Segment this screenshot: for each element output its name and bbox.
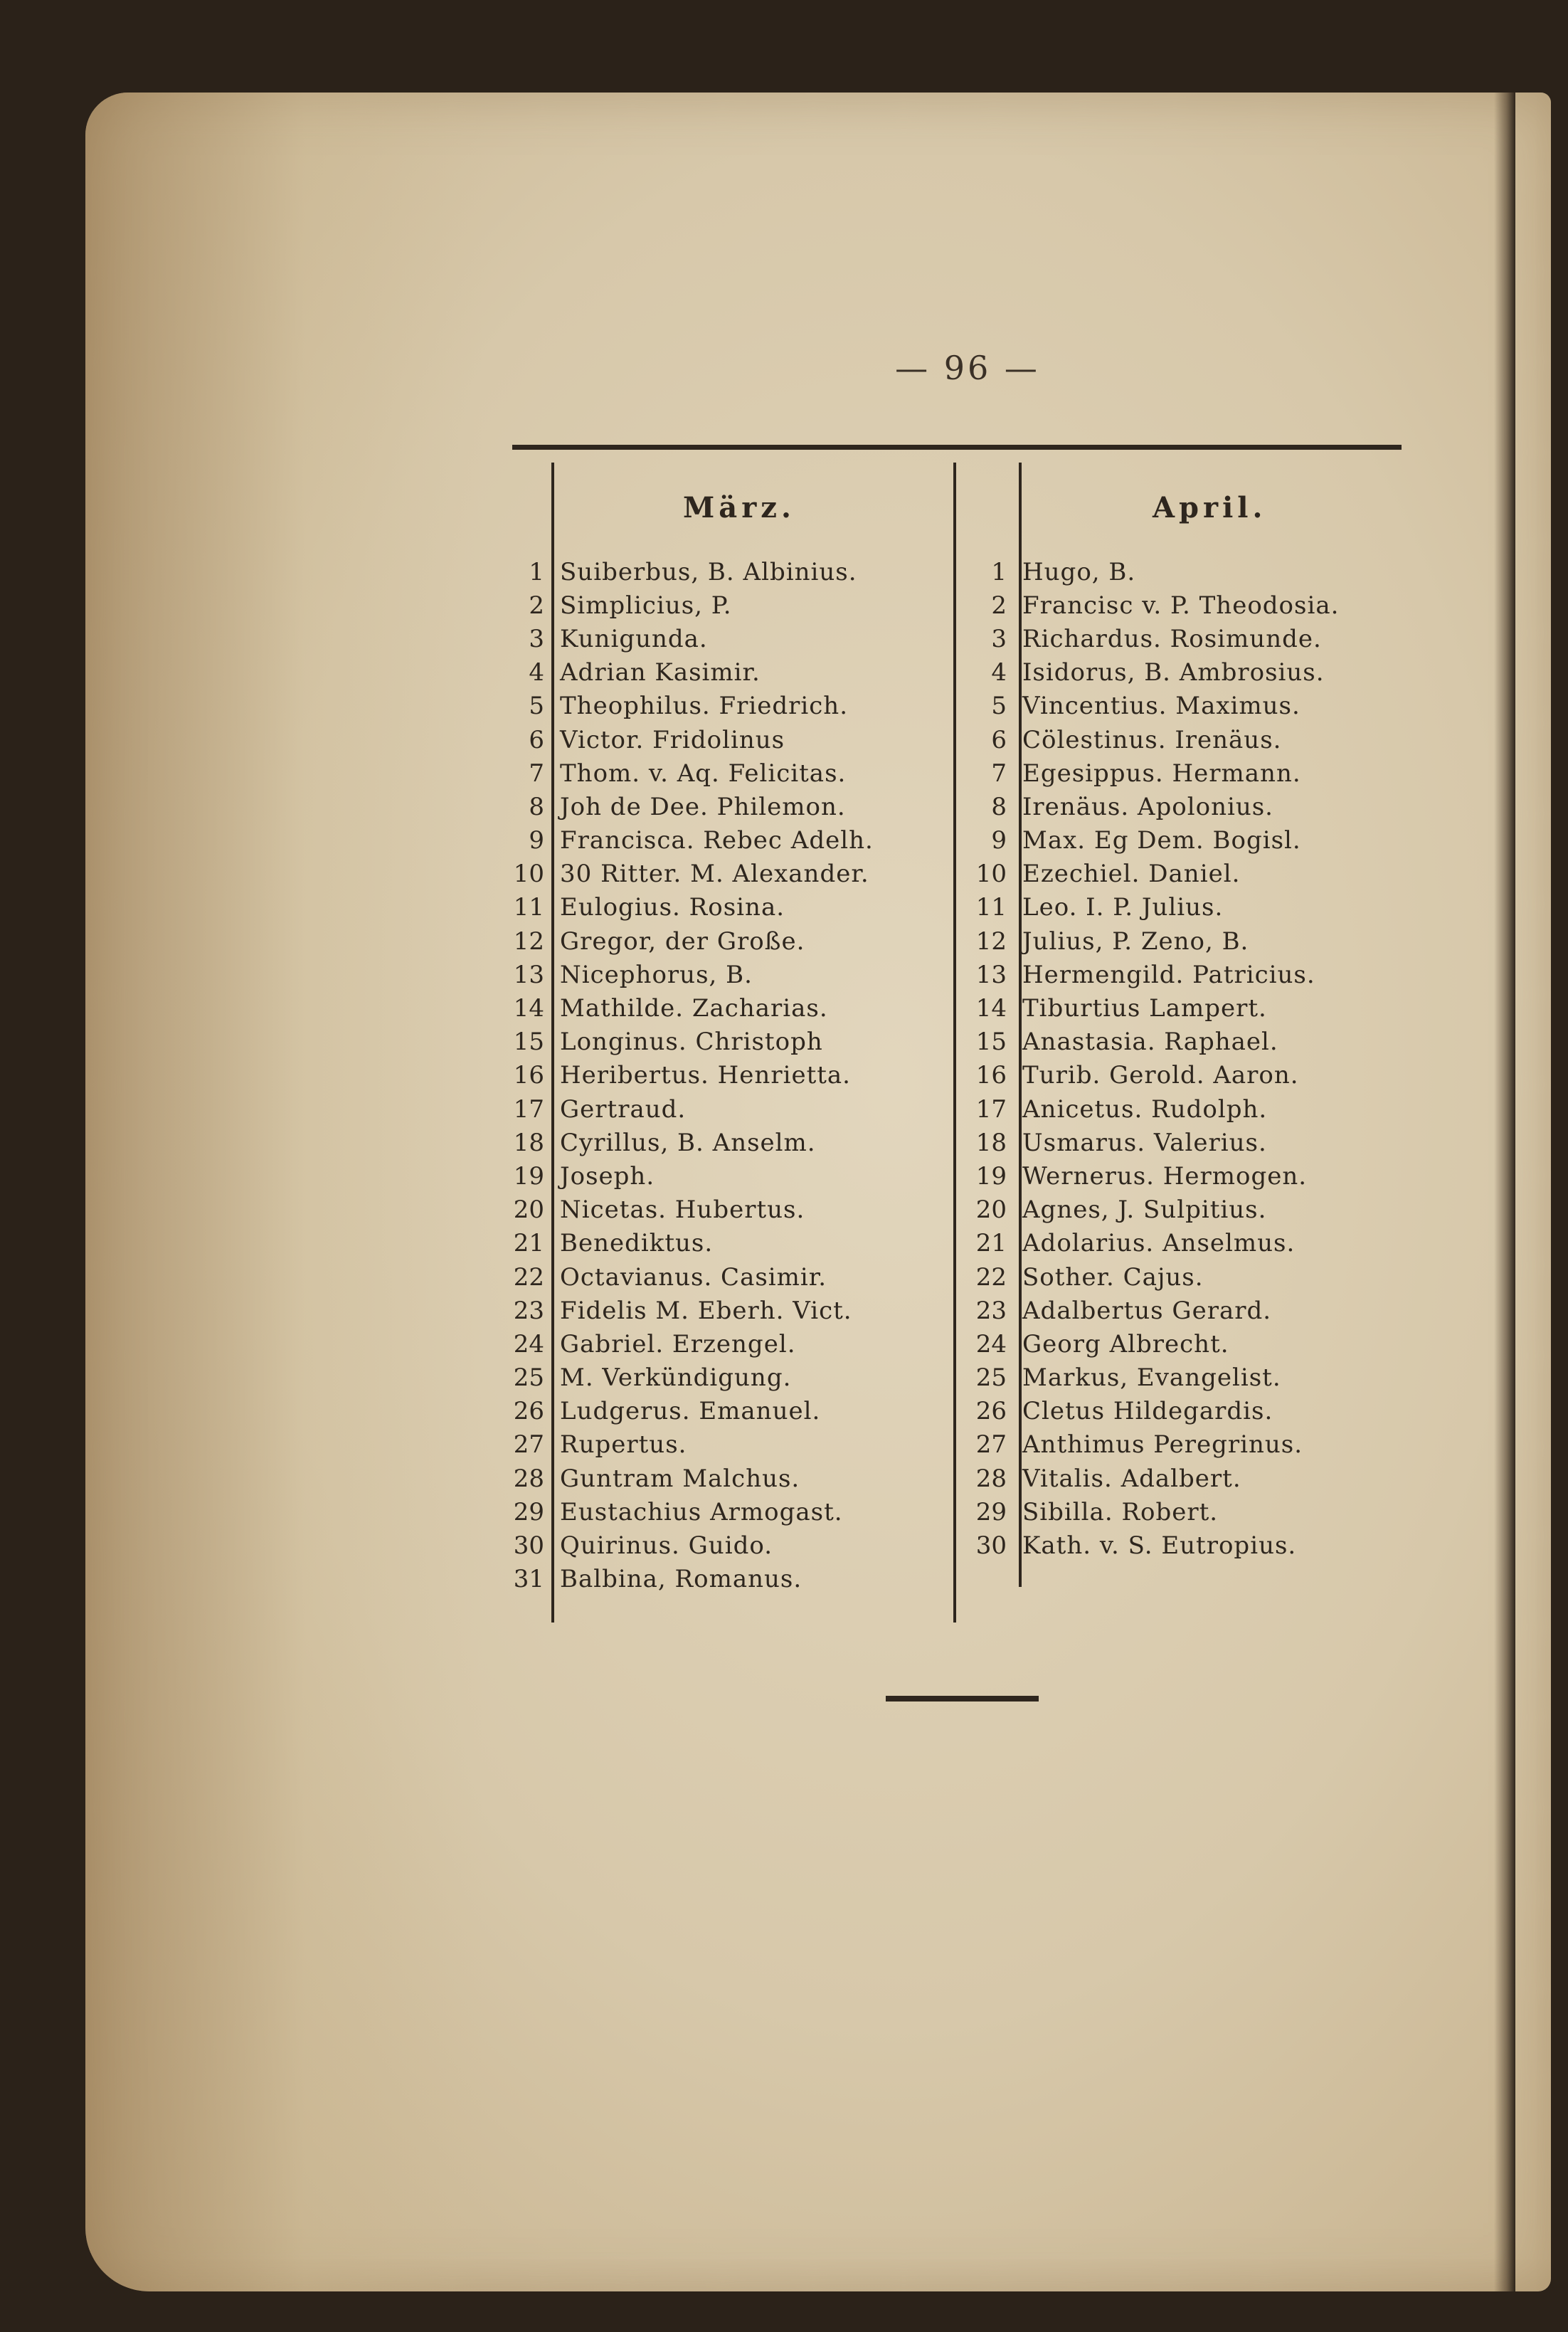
- maerz-entry: [491, 958, 946, 991]
- maerz-entry: [491, 790, 946, 823]
- maerz-day-number: 31: [513, 1565, 544, 1594]
- maerz-day-number: 20: [513, 1196, 544, 1225]
- maerz-day-number: 9: [529, 826, 544, 855]
- maerz-entry: [491, 891, 946, 924]
- maerz-saint-names: Theophilus. Friedrich.: [560, 692, 849, 721]
- april-day-number: 12: [975, 927, 1007, 956]
- april-day-number: 16: [975, 1061, 1007, 1090]
- maerz-entry: [491, 756, 946, 790]
- april-entry: [953, 891, 1409, 924]
- maerz-day-number: 4: [529, 658, 544, 687]
- maerz-day-number: 19: [513, 1161, 544, 1191]
- april-entry: [953, 622, 1409, 655]
- maerz-saint-names: Adrian Kasimir.: [560, 658, 761, 687]
- april-entry: [953, 723, 1409, 756]
- maerz-entry: [491, 656, 946, 690]
- maerz-saint-names: Joseph.: [560, 1161, 655, 1191]
- maerz-entry: [491, 1092, 946, 1126]
- maerz-entry: [491, 991, 946, 1025]
- maerz-day-number: 30: [513, 1531, 544, 1561]
- april-day-number: 5: [991, 692, 1007, 721]
- maerz-saint-names: Benediktus.: [560, 1229, 714, 1258]
- maerz-day-number: 2: [529, 591, 544, 620]
- april-entry: [953, 1126, 1409, 1159]
- maerz-saint-names: Mathilde. Zacharias.: [560, 994, 828, 1023]
- maerz-entry: [491, 723, 946, 756]
- april-day-number: 19: [975, 1161, 1007, 1191]
- maerz-day-number: 14: [513, 994, 544, 1023]
- maerz-entry: [491, 589, 946, 622]
- worn-page-edges: [85, 93, 484, 2291]
- header-rule: [512, 445, 1402, 450]
- april-day-number: 22: [975, 1262, 1007, 1292]
- maerz-entry: [491, 622, 946, 655]
- april-day-number: 2: [991, 591, 1007, 620]
- april-saint-names: Adalbertus Gerard.: [1022, 1296, 1272, 1325]
- april-entry: [953, 589, 1409, 622]
- maerz-day-number: 27: [513, 1430, 544, 1460]
- april-list: [953, 555, 1409, 1563]
- april-saint-names: Anthimus Peregrinus.: [1022, 1430, 1303, 1460]
- maerz-saint-names: Thom. v. Aq. Felicitas.: [560, 759, 847, 788]
- maerz-day-number: 21: [513, 1229, 544, 1258]
- april-entry: [953, 690, 1409, 723]
- april-saint-names: Turib. Gerold. Aaron.: [1022, 1061, 1299, 1090]
- maerz-saint-names: Victor. Fridolinus: [560, 725, 785, 754]
- maerz-saint-names: Octavianus. Casimir.: [560, 1262, 827, 1292]
- april-day-number: 14: [975, 994, 1007, 1023]
- april-day-number: 26: [975, 1397, 1007, 1426]
- april-saint-names: Hugo, B.: [1022, 557, 1136, 586]
- april-entry: [953, 1529, 1409, 1562]
- april-entry: [953, 858, 1409, 891]
- april-saint-names: Irenäus. Apolonius.: [1022, 792, 1273, 821]
- maerz-saint-names: Guntram Malchus.: [560, 1464, 800, 1493]
- maerz-saint-names: Nicephorus, B.: [560, 960, 753, 989]
- april-saint-names: Francisc v. P. Theodosia.: [1022, 591, 1340, 620]
- maerz-day-number: 18: [513, 1128, 544, 1157]
- maerz-entry: [491, 1193, 946, 1227]
- maerz-saint-names: Ludgerus. Emanuel.: [560, 1397, 821, 1426]
- april-saint-names: Georg Albrecht.: [1022, 1329, 1229, 1358]
- april-entry: [953, 1092, 1409, 1126]
- april-entry: [953, 958, 1409, 991]
- maerz-day-number: 10: [513, 860, 544, 889]
- april-saint-names: Tiburtius Lampert.: [1022, 994, 1267, 1023]
- maerz-day-number: 3: [529, 624, 544, 653]
- april-saint-names: Cölestinus. Irenäus.: [1022, 725, 1282, 754]
- maerz-list: [491, 555, 946, 1596]
- april-entry: [953, 1193, 1409, 1227]
- april-entry: [953, 1361, 1409, 1395]
- maerz-saint-names: 30 Ritter. M. Alexander.: [560, 860, 869, 889]
- maerz-saint-names: Heribertus. Henrietta.: [560, 1061, 851, 1090]
- april-day-number: 6: [991, 725, 1007, 754]
- april-entry: [953, 1159, 1409, 1193]
- april-day-number: 7: [991, 759, 1007, 788]
- maerz-day-number: 29: [513, 1497, 544, 1526]
- april-saint-names: Egesippus. Hermann.: [1022, 759, 1301, 788]
- april-day-number: 18: [975, 1128, 1007, 1157]
- april-day-number: 8: [991, 792, 1007, 821]
- april-saint-names: Kath. v. S. Eutropius.: [1022, 1531, 1297, 1561]
- maerz-saint-names: Gregor, der Große.: [560, 927, 805, 956]
- april-saint-names: Sibilla. Robert.: [1022, 1497, 1219, 1526]
- maerz-day-number: 6: [529, 725, 544, 754]
- april-saint-names: Agnes, J. Sulpitius.: [1022, 1196, 1267, 1225]
- maerz-day-number: 11: [513, 893, 544, 922]
- april-entry: [953, 790, 1409, 823]
- april-saint-names: Adolarius. Anselmus.: [1022, 1229, 1296, 1258]
- maerz-day-number: 7: [529, 759, 544, 788]
- april-saint-names: Isidorus, B. Ambrosius.: [1022, 658, 1325, 687]
- maerz-day-number: 22: [513, 1262, 544, 1292]
- maerz-entry: [491, 824, 946, 858]
- april-day-number: 21: [975, 1229, 1007, 1258]
- maerz-entry: [491, 1126, 946, 1159]
- april-day-number: 1: [991, 557, 1007, 586]
- maerz-entry: [491, 858, 946, 891]
- april-entry: [953, 1395, 1409, 1428]
- april-day-number: 27: [975, 1430, 1007, 1460]
- maerz-entry: [491, 924, 946, 958]
- april-saint-names: Sother. Cajus.: [1022, 1262, 1204, 1292]
- april-entry: [953, 1025, 1409, 1059]
- april-saint-names: Usmarus. Valerius.: [1022, 1128, 1267, 1157]
- april-saint-names: Cletus Hildegardis.: [1022, 1397, 1273, 1426]
- maerz-saint-names: Gertraud.: [560, 1094, 687, 1124]
- maerz-day-number: 25: [513, 1363, 544, 1393]
- april-saint-names: Richardus. Rosimunde.: [1022, 624, 1322, 653]
- april-entry: [953, 1327, 1409, 1361]
- april-saint-names: Ezechiel. Daniel.: [1022, 860, 1241, 889]
- maerz-saint-names: Rupertus.: [560, 1430, 687, 1460]
- april-day-number: 20: [975, 1196, 1007, 1225]
- month-heading-maerz: März.: [683, 491, 795, 524]
- april-saint-names: Vincentius. Maximus.: [1022, 692, 1301, 721]
- april-day-number: 4: [991, 658, 1007, 687]
- april-saint-names: Leo. I. P. Julius.: [1022, 893, 1224, 922]
- april-entry: [953, 924, 1409, 958]
- maerz-day-number: 8: [529, 792, 544, 821]
- april-day-number: 17: [975, 1094, 1007, 1124]
- maerz-saint-names: Balbina, Romanus.: [560, 1565, 802, 1594]
- april-day-number: 9: [991, 826, 1007, 855]
- maerz-entry: [491, 1294, 946, 1327]
- april-entry: [953, 1260, 1409, 1294]
- maerz-entry: [491, 1563, 946, 1596]
- maerz-saint-names: Kunigunda.: [560, 624, 708, 653]
- maerz-day-number: 16: [513, 1061, 544, 1090]
- april-day-number: 28: [975, 1464, 1007, 1493]
- april-entry: [953, 1294, 1409, 1327]
- maerz-entry: [491, 1025, 946, 1059]
- april-entry: [953, 656, 1409, 690]
- april-day-number: 15: [975, 1028, 1007, 1057]
- april-saint-names: Wernerus. Hermogen.: [1022, 1161, 1308, 1191]
- maerz-saint-names: Francisca. Rebec Adelh.: [560, 826, 874, 855]
- april-entry: [953, 756, 1409, 790]
- maerz-entry: [491, 1395, 946, 1428]
- maerz-entry: [491, 1059, 946, 1092]
- maerz-saint-names: Nicetas. Hubertus.: [560, 1196, 805, 1225]
- april-entry: [953, 1227, 1409, 1260]
- april-day-number: 23: [975, 1296, 1007, 1325]
- maerz-day-number: 26: [513, 1397, 544, 1426]
- april-entry: [953, 1059, 1409, 1092]
- april-saint-names: Max. Eg Dem. Bogisl.: [1022, 826, 1301, 855]
- april-saint-names: Julius, P. Zeno, B.: [1022, 927, 1249, 956]
- maerz-entry: [491, 1227, 946, 1260]
- maerz-entry: [491, 690, 946, 723]
- maerz-day-number: 12: [513, 927, 544, 956]
- maerz-day-number: 28: [513, 1464, 544, 1493]
- maerz-entry: [491, 1495, 946, 1529]
- maerz-day-number: 15: [513, 1028, 544, 1057]
- maerz-saint-names: Quirinus. Guido.: [560, 1531, 773, 1561]
- maerz-day-number: 5: [529, 692, 544, 721]
- april-day-number: 13: [975, 960, 1007, 989]
- maerz-day-number: 1: [529, 557, 544, 586]
- april-saint-names: Markus, Evangelist.: [1022, 1363, 1281, 1393]
- april-entry: [953, 991, 1409, 1025]
- april-saint-names: Vitalis. Adalbert.: [1022, 1464, 1241, 1493]
- april-day-number: 29: [975, 1497, 1007, 1526]
- maerz-saint-names: Longinus. Christoph: [560, 1028, 823, 1057]
- book-gutter: [1494, 93, 1515, 2291]
- april-entry: [953, 1462, 1409, 1495]
- maerz-entry: [491, 1327, 946, 1361]
- april-saint-names: Hermengild. Patricius.: [1022, 960, 1315, 989]
- april-day-number: 10: [975, 860, 1007, 889]
- maerz-entry: [491, 1159, 946, 1193]
- maerz-day-number: 24: [513, 1329, 544, 1358]
- april-entry: [953, 824, 1409, 858]
- maerz-entry: [491, 1428, 946, 1462]
- april-entry: [953, 555, 1409, 589]
- maerz-entry: [491, 555, 946, 589]
- maerz-day-number: 17: [513, 1094, 544, 1124]
- maerz-saint-names: Eulogius. Rosina.: [560, 893, 785, 922]
- maerz-saint-names: Suiberbus, B. Albinius.: [560, 557, 857, 586]
- page-number: — 96 —: [895, 349, 1040, 387]
- maerz-entry: [491, 1260, 946, 1294]
- maerz-day-number: 13: [513, 960, 544, 989]
- maerz-saint-names: Gabriel. Erzengel.: [560, 1329, 796, 1358]
- month-heading-april: April.: [1153, 491, 1267, 524]
- april-day-number: 30: [975, 1531, 1007, 1561]
- maerz-saint-names: M. Verkündigung.: [560, 1363, 792, 1393]
- maerz-saint-names: Simplicius, P.: [560, 591, 732, 620]
- maerz-entry: [491, 1361, 946, 1395]
- maerz-saint-names: Fidelis M. Eberh. Vict.: [560, 1296, 852, 1325]
- maerz-saint-names: Eustachius Armogast.: [560, 1497, 843, 1526]
- april-day-number: 25: [975, 1363, 1007, 1393]
- april-saint-names: Anastasia. Raphael.: [1022, 1028, 1278, 1057]
- maerz-day-number: 23: [513, 1296, 544, 1325]
- closing-rule: [886, 1696, 1039, 1701]
- april-day-number: 3: [991, 624, 1007, 653]
- april-entry: [953, 1428, 1409, 1462]
- maerz-saint-names: Cyrillus, B. Anselm.: [560, 1128, 816, 1157]
- maerz-entry: [491, 1529, 946, 1562]
- april-day-number: 11: [975, 893, 1007, 922]
- maerz-saint-names: Joh de Dee. Philemon.: [560, 792, 846, 821]
- april-entry: [953, 1495, 1409, 1529]
- april-day-number: 24: [975, 1329, 1007, 1358]
- april-saint-names: Anicetus. Rudolph.: [1022, 1094, 1268, 1124]
- maerz-entry: [491, 1462, 946, 1495]
